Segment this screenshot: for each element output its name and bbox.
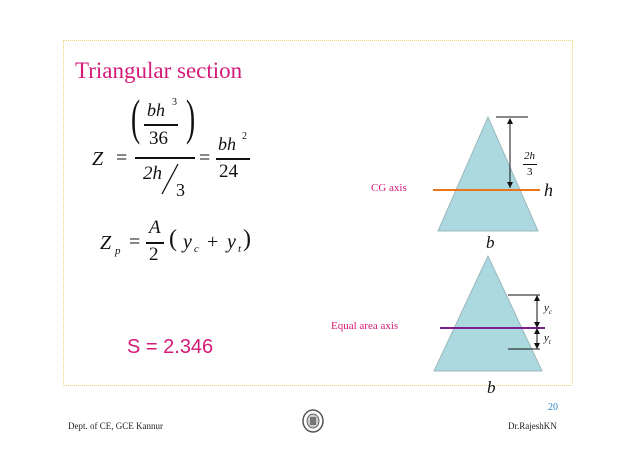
paren-open: ( xyxy=(131,89,141,145)
slide-title: Triangular section xyxy=(75,58,243,83)
height-label: h xyxy=(544,180,553,200)
arrow-head-up xyxy=(507,118,513,124)
bottom-triangle xyxy=(434,256,542,371)
yt-subscript: t xyxy=(238,243,242,255)
zp-numerator: A xyxy=(149,217,161,238)
rhs-numerator: bh xyxy=(218,134,236,154)
zp-denominator: 2 xyxy=(149,244,159,265)
equals-sign: = xyxy=(116,147,128,169)
yt-arrow-head-down xyxy=(534,343,540,349)
outer-denominator-three: 3 xyxy=(176,180,185,200)
footer-department: Dept. of CE, GCE Kannur xyxy=(68,421,163,431)
yc-label: $y_c$ xyxy=(544,302,552,317)
page-number: 20 xyxy=(548,402,558,413)
top-base-label: b xyxy=(486,233,495,252)
footer-author: Dr.RajeshKN xyxy=(508,421,557,431)
cg-axis-label: CG axis xyxy=(371,182,407,194)
equals-sign-2: = xyxy=(199,147,211,169)
yc-subscript: c xyxy=(194,243,199,255)
top-triangle xyxy=(438,117,538,231)
z-symbol: Z xyxy=(92,148,104,170)
equal-area-axis-label: Equal area axis xyxy=(331,320,399,332)
dim-denominator: 3 xyxy=(527,166,533,178)
zp-subscript: p xyxy=(115,245,121,257)
zp-symbol: Z xyxy=(100,232,112,254)
yc-symbol: y xyxy=(183,231,192,253)
yt-label: $y_t$ xyxy=(544,332,551,347)
inner-numerator: bh xyxy=(147,100,165,120)
outer-denominator: 2h xyxy=(143,163,162,184)
college-emblem-icon xyxy=(300,408,326,434)
rhs-numerator-exponent: 2 xyxy=(242,131,247,142)
inner-denominator: 36 xyxy=(149,128,168,149)
dim-fraction-bar xyxy=(523,164,537,165)
s-value: S = 2.346 xyxy=(127,336,214,358)
plus-sign: + xyxy=(207,231,219,253)
zp-paren-open: ( xyxy=(169,226,177,252)
rhs-denominator: 24 xyxy=(219,161,238,182)
inner-numerator-exponent: 3 xyxy=(172,97,177,108)
dim-numerator: 2h xyxy=(524,150,535,162)
zp-paren-close: ) xyxy=(243,226,251,252)
bottom-base-label: b xyxy=(487,378,496,397)
yc-arrow-head-up xyxy=(534,295,540,301)
zp-equals: = xyxy=(129,231,141,253)
yt-symbol: y xyxy=(227,231,236,253)
paren-close: ) xyxy=(186,89,196,145)
